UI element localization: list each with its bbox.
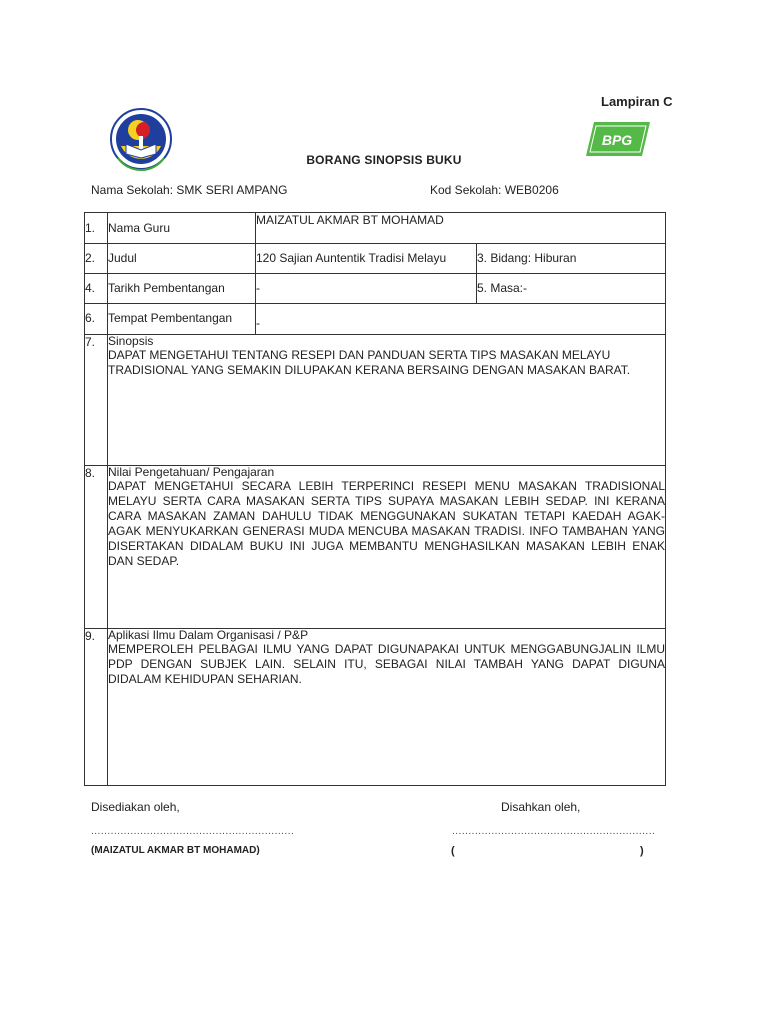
section-application [85, 629, 666, 786]
knowledge-text: DAPAT MENGETAHUI SECARA LEBIH TERPERINCI RESEPI MENU MASAKAN TRADISIONAL MELAYU SERTA CARA MASAKAN SERTA TIPS SUPAYA MASAKAN LEBIH SEDAP. INI KERANA CARA MASAKAN ZAMAN DAHULU TIDAK MENGGUNAKAN SUKATAN TETAPI KAEDAH AGAK-AGAK MENYUKARKAN GENERASI MUDA MENCUBA MASAKAN TRADISI. INFO TAMBAHAN YANG DISERTAKAN DIDALAM BUKU INI JUGA MEMBANTU MENGHASILKAN MASAKAN LEBIH ENAK DAN SEDAP. [108, 479, 665, 568]
school-code: Kod Sekolah: WEB0206 [430, 183, 559, 197]
row-number: 2. [85, 244, 108, 274]
field-value-date[interactable]: - [256, 274, 477, 304]
row-number: 7. [85, 335, 108, 466]
field-category[interactable]: 3. Bidang: Hiburan [477, 244, 666, 274]
application-content[interactable] [108, 629, 666, 786]
row-number: 6. [85, 304, 108, 335]
field-label-date: Tarikh Pembentangan [108, 274, 256, 304]
form-row-date [85, 274, 666, 304]
row-number: 8. [85, 466, 108, 629]
appendix-label: Lampiran C [601, 94, 673, 109]
field-value-teacher[interactable]: MAIZATUL AKMAR BT MOHAMAD [256, 213, 666, 244]
section-label-application: Aplikasi Ilmu Dalam Organisasi / P&P [108, 628, 309, 642]
approver-name-open: ( [451, 845, 455, 857]
section-label-synopsis: Sinopsis [108, 334, 154, 348]
field-label-title: Judul [108, 244, 256, 274]
synopsis-form-table [84, 212, 666, 786]
school-name: Nama Sekolah: SMK SERI AMPANG [91, 183, 288, 197]
row-number: 1. [85, 213, 108, 244]
signature-line-prepared[interactable]: .............................................................. [91, 826, 295, 837]
row-number: 4. [85, 274, 108, 304]
approved-by-label: Disahkan oleh, [501, 800, 581, 814]
synopsis-content[interactable] [108, 335, 666, 466]
synopsis-text: DAPAT MENGETAHUI TENTANG RESEPI DAN PANDUAN SERTA TIPS MASAKAN MELAYU TRADISIONAL YANG SEMAKIN DILUPAKAN KERANA BERSAING DENGAN MASAKAN BARAT. [108, 348, 631, 377]
form-row-venue [85, 304, 666, 335]
section-synopsis [85, 335, 666, 466]
signature-line-approved[interactable]: .............................................................. [452, 826, 656, 837]
field-label-venue: Tempat Pembentangan [108, 304, 256, 335]
form-row-teacher [85, 213, 666, 244]
row-number: 9. [85, 629, 108, 786]
field-time[interactable]: 5. Masa:- [477, 274, 666, 304]
form-row-title [85, 244, 666, 274]
preparer-name: (MAIZATUL AKMAR BT MOHAMAD) [91, 845, 260, 856]
form-title: BORANG SINOPSIS BUKU [306, 153, 462, 167]
application-text: MEMPEROLEH PELBAGAI ILMU YANG DAPAT DIGUNAPAKAI UNTUK MENGGABUNGJALIN ILMU PDP DENGAN SUBJEK LAIN. SELAIN ITU, SEBAGAI NILAI TAMBAH YANG DAPAT DIGUNA DIDALAM KEHIDUPAN SEHARIAN. [108, 642, 665, 686]
field-value-title[interactable]: 120 Sajian Auntentik Tradisi Melayu [256, 244, 477, 274]
svg-text:BPG: BPG [601, 132, 633, 148]
approver-name-close: ) [640, 845, 644, 857]
prepared-by-label: Disediakan oleh, [91, 800, 180, 814]
section-knowledge [85, 466, 666, 629]
knowledge-content[interactable] [108, 466, 666, 629]
field-label-teacher: Nama Guru [108, 213, 256, 244]
field-value-venue[interactable]: - [256, 304, 666, 335]
section-label-knowledge: Nilai Pengetahuan/ Pengajaran [108, 465, 275, 479]
